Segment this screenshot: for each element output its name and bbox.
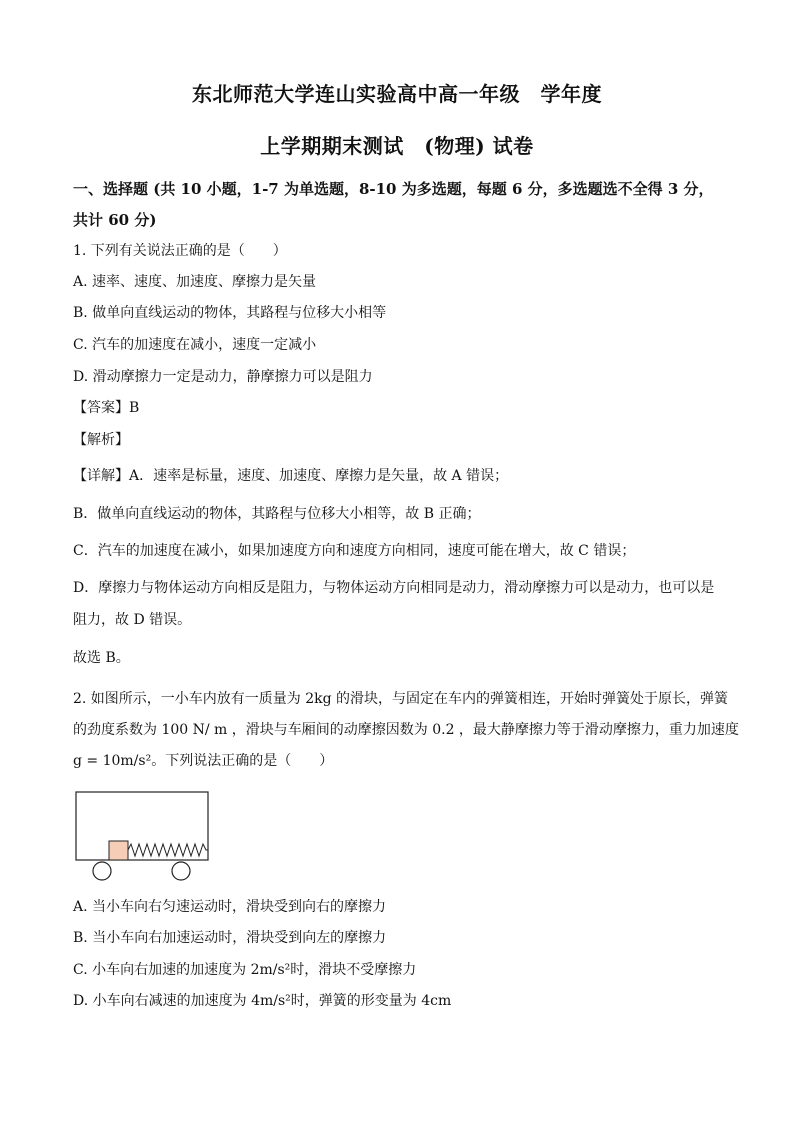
cart-spring-diagram: [60, 780, 220, 885]
q2-option-d: D. 小车向右减速的加速度为 4m/s²时，弹簧的形变量为 4cm: [73, 993, 452, 1009]
section-heading-line-2: 共计 60 分): [73, 211, 157, 229]
q1-option-c: C. 汽车的加速度在减小，速度一定减小: [73, 337, 317, 353]
spring: [128, 844, 208, 856]
sliding-block: [109, 841, 128, 860]
right-wheel: [172, 862, 190, 880]
q1-analysis-label: 【解析】: [73, 432, 129, 448]
left-wheel: [93, 862, 111, 880]
q2-option-a: A. 当小车向右匀速运动时，滑块受到向右的摩擦力: [73, 899, 387, 915]
q1-detail-b: B．做单向直线运动的物体，其路程与位移大小相等，故 B 正确；: [73, 506, 481, 522]
q1-detail-d: D．摩擦力与物体运动方向相反是阻力，与物体运动方向相同是动力，滑动摩擦力可以是动力，也可以是: [73, 580, 715, 596]
q1-detail-a: 【详解】A．速率是标量，速度、加速度、摩擦力是矢量，故 A 错误；: [73, 468, 509, 484]
q2-stem-line-3: g = 10m/s²。下列说法正确的是（ ）: [73, 753, 334, 769]
cart-body: [76, 792, 208, 860]
q1-answer: 【答案】B: [73, 400, 140, 416]
q2-stem-line-1: 2. 如图所示，一小车内放有一质量为 2kg 的滑块，与固定在车内的弹簧相连，开始时弹簧处于原长，弹簧: [73, 691, 729, 707]
q1-detail-c: C．汽车的加速度在减小，如果加速度方向和速度方向相同，速度可能在增大，故 C 错误；: [73, 543, 636, 559]
q2-option-b: B. 当小车向右加速运动时，滑块受到向左的摩擦力: [73, 930, 387, 946]
q1-conclusion: 故选 B。: [73, 650, 130, 666]
q1-option-d: D. 滑动摩擦力一定是动力，静摩擦力可以是阻力: [73, 369, 373, 385]
q1-option-b: B. 做单向直线运动的物体，其路程与位移大小相等: [73, 305, 387, 321]
title-line-2: 上学期期末测试 (物理) 试卷: [260, 134, 534, 158]
section-heading-line-1: 一、选择题 (共 10 小题，1-7 为单选题，8-10 为多选题，每题 6 分，多选题选不全得 3 分，: [73, 180, 714, 198]
q2-option-c: C. 小车向右加速的加速度为 2m/s²时，滑块不受摩擦力: [73, 962, 417, 978]
q1-detail-d-cont: 阻力，故 D 错误。: [73, 612, 192, 628]
q1-option-a: A. 速率、速度、加速度、摩擦力是矢量: [73, 274, 317, 290]
title-line-1: 东北师范大学连山实验高中高一年级 学年度: [192, 82, 602, 106]
q1-stem: 1. 下列有关说法正确的是（ ）: [73, 243, 287, 259]
q2-stem-line-2: 的劲度系数为 100 N/ m ，滑块与车厢间的动摩擦因数为 0.2 ，最大静摩擦力等于滑动摩擦力，重力加速度: [73, 722, 739, 738]
